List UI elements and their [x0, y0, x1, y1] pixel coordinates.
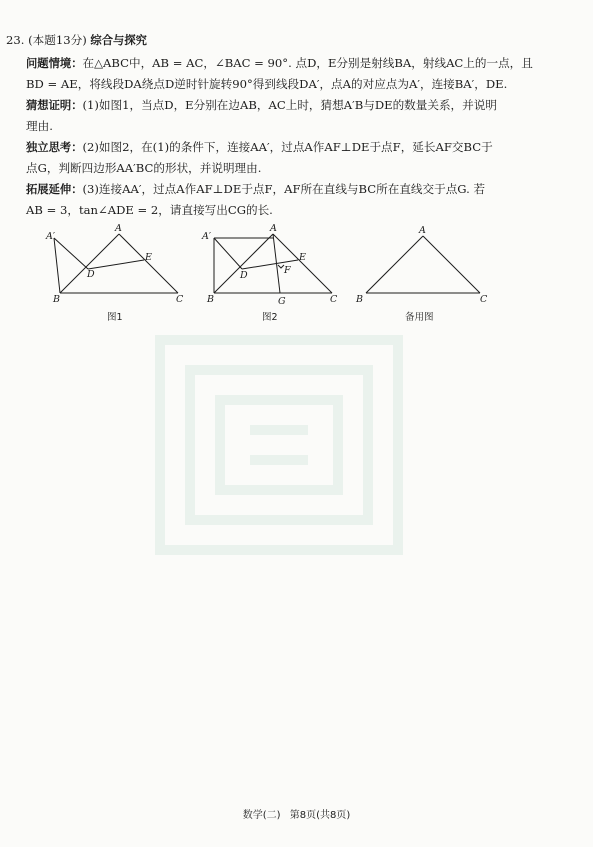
q2-text: (2)如图2，在(1)的条件下，连接AA′，过点A作AF⊥DE于点F，延长AF交BC于 [82, 139, 493, 154]
fig2-label-e: E [299, 252, 306, 263]
fig2-label-a: A [270, 224, 277, 234]
q1-text: (1)如图1，当点D，E分别在边AB，AC上时，猜想A′B与DE的数量关系，并说明 [82, 97, 497, 112]
fig3-caption: 备用图 [405, 312, 434, 323]
fig2-label-b: B [207, 294, 214, 305]
q3-label: 拓展延伸： [26, 182, 83, 196]
fig2-label-f: F [284, 265, 291, 276]
q2-text-2: 点G，判断四边形AA′BC的形状，并说明理由. [26, 161, 262, 175]
watermark-logo [150, 330, 408, 560]
fig2-label-c: C [330, 294, 338, 305]
context-text-2: BD = AE，将线段DA绕点D逆时针旋转90°得到线段DA′，点A的对应点为A′，连接BA′，DE. [26, 77, 508, 91]
context-label: 问题情境： [26, 56, 83, 70]
fig2-caption: 图2 [262, 312, 278, 323]
q1-text-2: 理由. [26, 119, 53, 133]
figure-1 [54, 234, 178, 293]
q3-text-2: AB = 3，tan∠ADE = 2，请直接写出CG的长. [26, 203, 273, 217]
fig3-label-b: B [356, 294, 363, 305]
fig1-label-c: C [176, 294, 184, 305]
fig3-label-c: C [480, 294, 488, 305]
fig1-caption: 图1 [107, 312, 123, 323]
fig2-label-g: G [278, 296, 286, 307]
fig2-label-d: D [240, 270, 248, 281]
problem-number: 23. [6, 33, 25, 47]
figure-spare [366, 236, 480, 293]
q1-paragraph [6, 95, 586, 117]
fig1-label-e: E [145, 252, 152, 263]
problem-category: 综合与探究 [90, 34, 147, 47]
q1-label: 猜想证明： [26, 98, 83, 112]
geometry-figures [40, 224, 560, 309]
problem-23 [6, 30, 586, 221]
footer-subject: 数学(二) [242, 810, 281, 821]
footer-page: 第8页(共8页) [289, 810, 351, 821]
fig1-label-a-prime: A′ [46, 231, 56, 242]
context-paragraph [6, 53, 586, 75]
q3-text: (3)连接AA′，过点A作AF⊥DE于点F，AF所在直线与BC所在直线交于点G. 若 [82, 181, 486, 196]
page-footer [0, 806, 593, 821]
fig1-label-d: D [87, 269, 95, 280]
fig1-label-b: B [53, 294, 60, 305]
fig3-label-a: A [419, 225, 426, 236]
figure-2 [214, 234, 332, 293]
q3-paragraph [6, 179, 586, 201]
fig2-label-a-prime: A′ [202, 231, 212, 242]
context-text: 在△ABC中，AB = AC，∠BAC = 90°. 点D，E分别是射线BA，射线AC上的一点，且 [82, 55, 533, 70]
fig1-label-a: A [115, 224, 122, 234]
problem-heading [6, 30, 586, 52]
q2-label: 独立思考： [26, 140, 83, 154]
q2-paragraph [6, 137, 586, 159]
problem-points: (本题13分) [28, 33, 87, 47]
